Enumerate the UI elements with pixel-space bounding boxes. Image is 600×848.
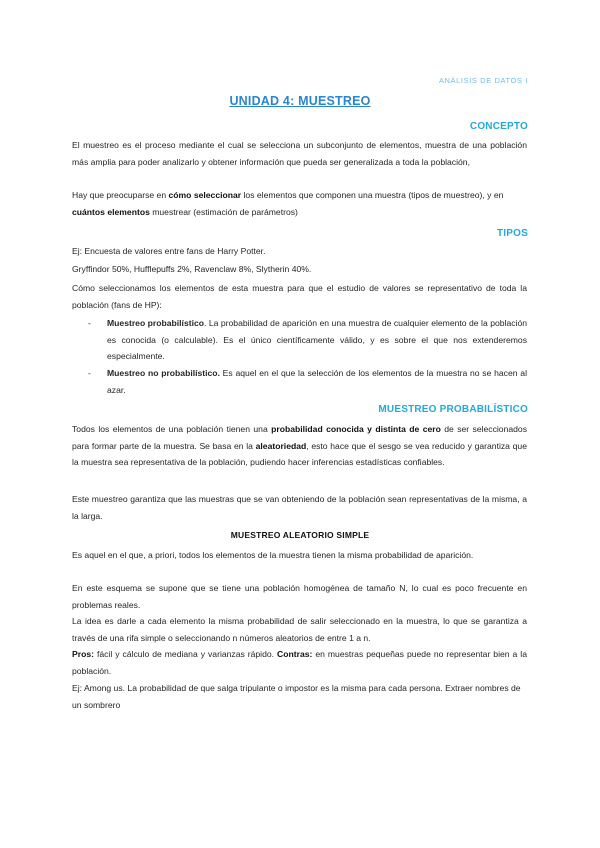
bold-text: aleatoriedad <box>255 440 307 451</box>
bullet-text <box>107 365 527 398</box>
subsection-heading-aleatorio-simple: MUESTREO ALEATORIO SIMPLE <box>230 530 370 540</box>
list-item-muestreo-probabilistico <box>88 315 527 365</box>
list-item-muestreo-no-probabilistico <box>88 365 527 398</box>
simple-paragraph-3: La idea es darle a cada elemento la misma probabilidad de salir seleccionado en la muestra, lo que se garantiza a través de una rifa simple o seleccionando n números aleatorios de entre 1 a n. <box>72 616 527 643</box>
page-title: UNIDAD 4: MUESTREO <box>229 94 371 108</box>
probabilistico-paragraph-2: Este muestreo garantiza que las muestras que se van obteniendo de la población sean representativas de la misma, a la larga. <box>72 494 527 521</box>
text-span: Todos los elementos de una población tienen una <box>72 424 272 434</box>
probabilistico-paragraph-1 <box>72 421 527 471</box>
tipos-percentages-line: Gryffindor 50%, Hufflepuffs 2%, Ravenclaw 8%, Slytherin 40%. <box>72 264 312 274</box>
simple-paragraph-2: En este esquema se supone que se tiene una población homogénea de tamaño N, lo cual es poco frecuente en problemas reales. <box>72 583 527 610</box>
bold-text: Muestreo probabilístico <box>107 318 205 328</box>
section-heading-concepto: CONCEPTO <box>469 121 528 132</box>
contras-label: Contras: <box>277 649 313 659</box>
tipos-example-line: Ej: Encuesta de valores entre fans de Harry Potter. <box>72 246 266 256</box>
section-heading-tipos: TIPOS <box>496 228 528 239</box>
simple-example-paragraph: Ej: Among us. La probabilidad de que salga tripulante o impostor es la misma para cada persona. Extraer nombres de un sombrero <box>72 683 521 710</box>
text-span: Hay que preocuparse en <box>72 190 169 200</box>
text-span: muestrear (estimación de parámetros) <box>149 206 298 217</box>
section-heading-muestreo-probabilistico: MUESTREO PROBABILÍSTICO <box>378 404 528 415</box>
simple-pros-contras <box>72 646 527 679</box>
concepto-paragraph-2 <box>72 187 527 220</box>
bullet-dash: - <box>88 318 91 328</box>
text-span: fácil y cálculo de mediana y varianzas rápido. <box>93 649 278 659</box>
tipos-intro-paragraph: Cómo seleccionamos los elementos de esta muestra para que el estudio de valores se representativo de toda la población (fans de HP): <box>72 283 527 310</box>
text-span: de ser seleccionados para formar parte de la muestra. Se basa en la <box>72 424 527 451</box>
simple-paragraph-1: Es aquel en el que, a priori, todos los elementos de la muestra tienen la misma probabilidad de aparición. <box>72 550 474 560</box>
bold-text: cómo seleccionar <box>168 190 242 200</box>
bullet-dash: - <box>88 368 91 378</box>
text-span: , esto hace que el sesgo se vea reducido y garantiza que la muestra sea representativa de la población, pudiendo hacer inferencias estadísticas confiables. <box>72 440 527 468</box>
text-span: . La probabilidad de aparición en una muestra de cualquier elemento de la población es conocida (o calculable). Es el único científicamente válido, y es sobre el que nos extenderemos especialmente. <box>107 318 527 362</box>
text-span: los elementos que componen una muestra (tipos de muestreo), y en <box>241 190 504 200</box>
text-span: en muestras pequeñas puede no representar bien a la población. <box>72 649 527 676</box>
bold-text: probabilidad conocida y distinta de cero <box>271 424 441 434</box>
bold-text: Muestreo no probabilístico. <box>107 368 220 378</box>
bold-text: cuántos elementos <box>72 206 150 217</box>
pros-label: Pros: <box>72 649 94 659</box>
bullet-text <box>107 315 527 365</box>
text-span: Es aquel en el que la selección de los elementos de la muestra no se hacen al azar. <box>107 368 527 395</box>
concepto-paragraph-1: El muestreo es el proceso mediante el cual se selecciona un subconjunto de elementos, muestra de una población más amplia para poder analizarlo y obtener información que pueda ser generalizada a toda la población, <box>72 140 527 167</box>
course-header: ANÁLISIS DE DATOS I <box>438 76 528 85</box>
